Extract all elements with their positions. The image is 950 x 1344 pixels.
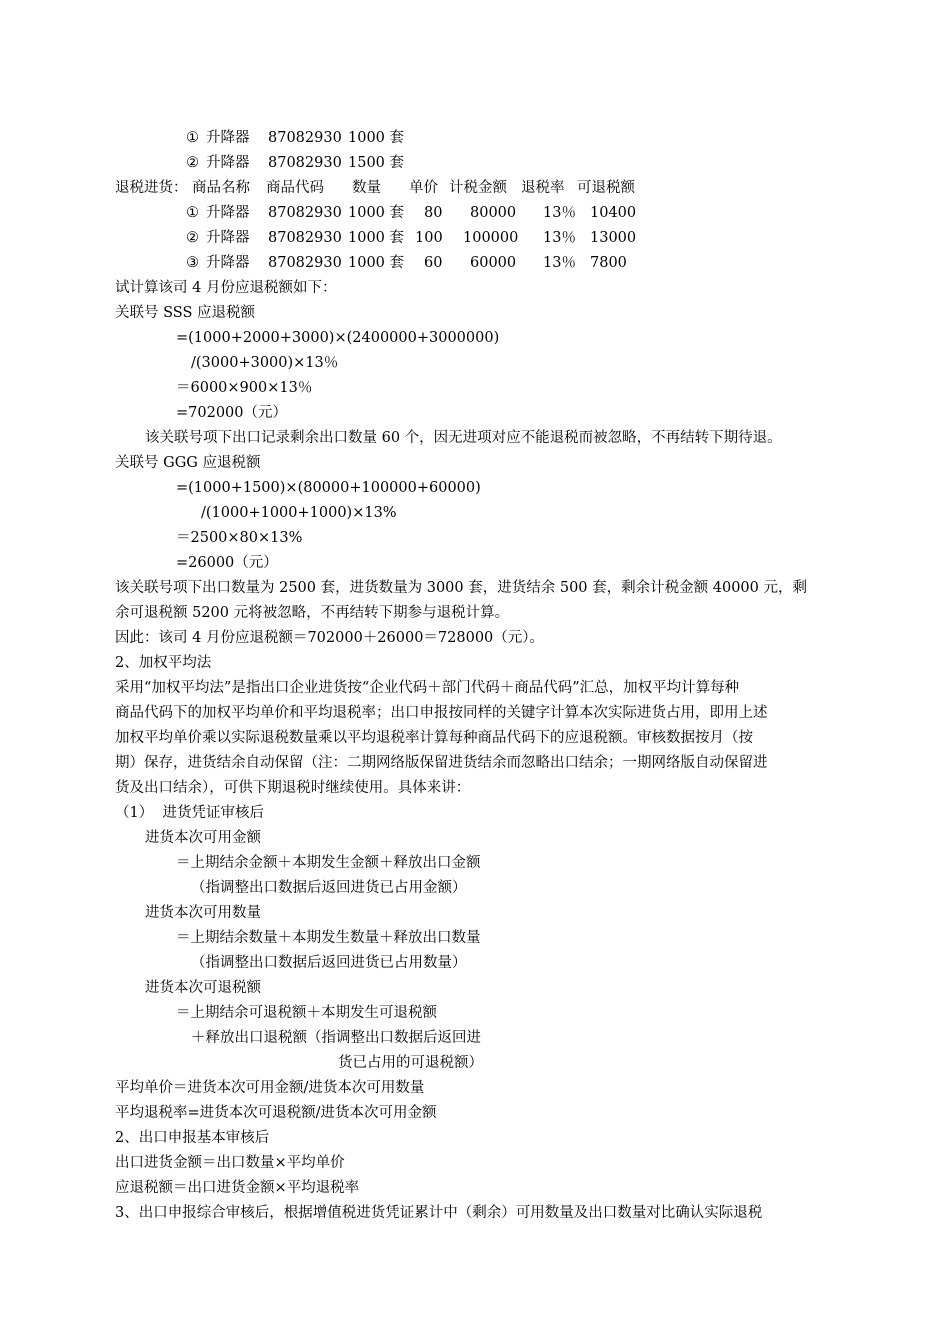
table-cell: 60000 (470, 255, 517, 271)
table-cell: 升降器 (206, 230, 250, 246)
formula-line: ＝6000×900×13％ (176, 380, 313, 396)
text-line: 商品代码下的加权平均单价和平均退税率；出口申报按同样的关键字计算本次实际进货占用，即用上述 (115, 705, 768, 721)
formula-line: 出口进货金额＝出口数量×平均单价 (115, 1155, 345, 1171)
text-line: 期）保存，进货结余自动保留（注：二期网络版保留进货结余而忽略出口结余；一期网络版自动保留进 (115, 755, 768, 771)
formula-label: 进货本次可退税额 (145, 980, 261, 996)
text-line: 3、出口申报综合审核后，根据增值税进货凭证累计中（剩余）可用数量及出口数量对比确认实际退税 (115, 1205, 763, 1221)
conclusion-line: 因此：该司 4 月份应退税额＝702000＋26000＝728000（元）。 (115, 630, 545, 646)
table-cell: 1000 套 (348, 255, 405, 271)
formula-line: =(1000+1500)×(80000+100000+60000) (176, 480, 481, 496)
export-line-name: 升降器 (206, 155, 250, 171)
formula-note: （指调整出口数据后返回进货已占用数量） (191, 955, 467, 971)
export-line-name: 升降器 (206, 130, 250, 146)
subsection-heading: （1） 进货凭证审核后 (115, 805, 264, 821)
export-line-num: ② (186, 155, 199, 171)
table-cell: 13％ (543, 230, 576, 246)
formula-label: 进货本次可用金额 (145, 830, 261, 846)
table-cell: 1000 套 (348, 205, 405, 221)
table-cell: 100 (415, 230, 443, 246)
table-cell: 7800 (590, 255, 627, 271)
text-line: 加权平均单价乘以实际退税数量乘以平均退税率计算每种商品代码下的应退税额。审核数据按月（按 (115, 730, 753, 746)
export-line-code: 87082930 (268, 130, 342, 146)
table-cell: 13％ (543, 205, 576, 221)
formula-line: /(3000+3000)×13％ (191, 355, 339, 371)
export-line-qty: 1500 套 (348, 155, 405, 171)
table-cell: 10400 (590, 205, 637, 221)
export-line-num: ① (186, 130, 199, 146)
table-cell: 87082930 (268, 255, 342, 271)
export-line-qty: 1000 套 (348, 130, 405, 146)
table-cell: 87082930 (268, 230, 342, 246)
section-heading: 2、加权平均法 (115, 655, 212, 671)
table-cell: 升降器 (206, 255, 250, 271)
formula-line: 货已占用的可退税额） (338, 1055, 483, 1071)
text-line: 试计算该司 4 月份应退税额如下： (115, 280, 337, 296)
heading-sss: 关联号 SSS 应退税额 (115, 305, 256, 321)
formula-label: 进货本次可用数量 (145, 905, 261, 921)
table-cell: 80000 (470, 205, 517, 221)
header-cell: 计税金额 (449, 180, 507, 196)
table-cell: 87082930 (268, 205, 342, 221)
table-cell: 13％ (543, 255, 576, 271)
table-cell: ② (186, 230, 199, 246)
table-cell: 60 (424, 255, 443, 271)
heading-ggg: 关联号 GGG 应退税额 (115, 455, 261, 471)
table-cell: 1000 套 (348, 230, 405, 246)
table-cell: 80 (424, 205, 443, 221)
formula-result: =702000（元） (176, 405, 288, 421)
text-line: 该关联号项下出口数量为 2500 套，进货数量为 3000 套，进货结余 500 套，剩余计税金额 40000 元，剩 (115, 580, 807, 596)
formula-line: 应退税额＝出口进货金额×平均退税率 (115, 1180, 360, 1196)
formula-line: ＝上期结余金额＋本期发生金额＋释放出口金额 (176, 855, 481, 871)
formula-line: ＋释放出口退税额（指调整出口数据后返回进 (191, 1030, 481, 1046)
table-cell: 13000 (590, 230, 637, 246)
formula-line: 平均退税率=进货本次可退税额/进货本次可用金额 (115, 1105, 437, 1121)
section-heading: 2、出口申报基本审核后 (115, 1130, 270, 1146)
header-cell: 单价 (409, 180, 438, 196)
formula-line: 平均单价＝进货本次可用金额/进货本次可用数量 (115, 1080, 425, 1096)
formula-note: （指调整出口数据后返回进货已占用金额） (191, 880, 467, 896)
header-cell: 数量 (352, 180, 381, 196)
formula-line: /(1000+1000+1000)×13% (201, 505, 397, 521)
header-cell: 商品代码 (266, 180, 324, 196)
table-cell: 100000 (463, 230, 519, 246)
text-line: 余可退税额 5200 元将被忽略，不再结转下期参与退税计算。 (115, 605, 510, 621)
formula-result: =26000（元） (176, 555, 278, 571)
header-cell: 可退税额 (577, 180, 635, 196)
formula-line: =(1000+2000+3000)×(2400000+3000000) (176, 330, 500, 346)
formula-line: ＝2500×80×13% (176, 530, 303, 546)
refund-purchase-label: 退税进货： (115, 180, 188, 196)
export-line-code: 87082930 (268, 155, 342, 171)
table-cell: ① (186, 205, 199, 221)
text-line: 采用“加权平均法”是指出口企业进货按“企业代码＋部门代码＋商品代码”汇总，加权平均计算每种 (115, 680, 740, 696)
header-cell: 退税率 (521, 180, 565, 196)
header-cell: 商品名称 (192, 180, 250, 196)
table-cell: 升降器 (206, 205, 250, 221)
formula-line: ＝上期结余数量＋本期发生数量＋释放出口数量 (176, 930, 481, 946)
table-cell: ③ (186, 255, 199, 271)
text-line: 货及出口结余），可供下期退税时继续使用。具体来讲： (115, 780, 471, 796)
text-line: 该关联号项下出口记录剩余出口数量 60 个，因无进项对应不能退税而被忽略，不再结转下期待退。 (145, 430, 782, 446)
formula-line: ＝上期结余可退税额＋本期发生可退税额 (176, 1005, 437, 1021)
